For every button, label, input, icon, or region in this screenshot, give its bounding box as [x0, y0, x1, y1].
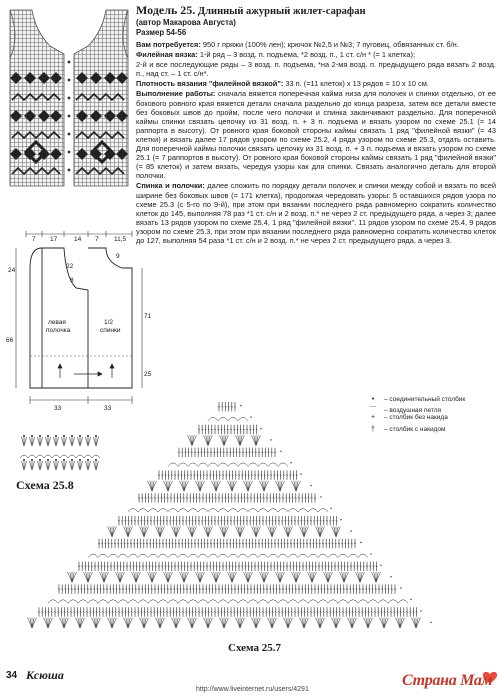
legend-row-slip-stitch: [366, 396, 465, 403]
measure-inner-3: 9: [116, 253, 120, 260]
chain-arc: [288, 554, 298, 558]
chain-arc: [138, 600, 148, 604]
chain-arc: [238, 417, 248, 421]
legend-text-slip-stitch: – соединительный столбик: [384, 396, 466, 403]
materials-label: Вам потребуется:: [136, 40, 201, 49]
chain-arc: [258, 600, 268, 604]
chain-arc: [268, 509, 278, 513]
size-line: Размер 54-56: [136, 28, 187, 37]
chain-arc: [248, 600, 258, 604]
chain-arc: [208, 554, 218, 558]
filet-text-1: 1-й ряд – 3 возд. п. подъема, *2 возд. п., 1 ст. с/н * (= 1 клетка);: [199, 50, 415, 60]
chain-arc: [228, 600, 238, 604]
chain-arc: [338, 600, 348, 604]
chain-arc: [128, 554, 138, 558]
chain-arc: [98, 600, 108, 604]
chain-arc: [308, 554, 318, 558]
measure-right-1: 71: [144, 313, 152, 320]
back-front-text: далее сложить по порядку детали полочек и спинки между собой и вязать по всей ширине без боковых швов (= 171 клетка), продолжая чередовать узоры: 5 оставшихся рядов узора по схеме 25.3 (с 5-го по 9-й), при этом при вязании последнего ряда равномерно сократить количество клеток до 145, выполняя 78 раз *1 ст. с/н и 2 возд. п.* не через 2 ст. предыдущего ряда, а через 3; далее вязать 13 рядов узором по схеме 25.4, 1 ряд "филейной вязки", 11 рядов узором по схеме 25.4, 9 рядов узором по схеме 25.3, при этом при вязании последнего ряда равномерно сократить количество клеток до 127, выполняя 54 раза *1 ст. с/н и 2 возд. п.* не через 2 ст. предыдущего ряда, а через 3.: [136, 181, 496, 245]
model-label: Модель 25.: [136, 3, 196, 17]
chain-arc: [398, 600, 408, 604]
single-crochet-icon: +: [370, 414, 376, 421]
legend-text-chain: – воздушная петля: [384, 406, 442, 414]
label-front-2: полочка: [46, 327, 71, 334]
back-panel-outline: [88, 248, 132, 388]
chain-arc: [248, 509, 258, 513]
chain-arc: [178, 509, 188, 513]
chain-arc: [278, 509, 288, 513]
chart-25-7-caption: Схема 25.7: [228, 642, 281, 654]
magazine-title: Ксюша: [26, 668, 64, 682]
chain-arc: [218, 600, 228, 604]
filet-paragraph-2: [136, 60, 496, 78]
chain-arc: [238, 554, 248, 558]
materials-paragraph: [136, 40, 496, 49]
chain-arc: [78, 600, 88, 604]
chain-arc: [198, 554, 208, 558]
measure-top-5: 11,5: [114, 236, 127, 243]
chain-arc: [328, 554, 338, 558]
chain-arc: [298, 554, 308, 558]
chain-arc: [178, 600, 188, 604]
chain-arc: [278, 463, 288, 467]
chart-25-8-caption: Схема 25.8: [16, 478, 74, 492]
chain-arc: [188, 600, 198, 604]
double-crochet-icon: †: [371, 426, 375, 433]
chain-arc: [148, 554, 158, 558]
measure-right-2: 25: [144, 371, 152, 378]
page-number: 34: [6, 670, 18, 681]
chain-arc: [88, 554, 98, 558]
density-paragraph: [136, 79, 496, 88]
chain-arc: [358, 600, 368, 604]
chain-arc: [318, 554, 328, 558]
measure-bottom-2: 33: [104, 405, 112, 412]
chain-arc: [118, 600, 128, 604]
legend-text-double-crochet: – столбик с накидом: [384, 426, 446, 433]
chain-arc: [158, 600, 168, 604]
legend-row-double-crochet: [366, 426, 445, 433]
watermark-logo: [396, 666, 500, 696]
chain-arc: [368, 600, 378, 604]
measure-inner-1: 22: [66, 263, 74, 270]
chain-arc: [198, 509, 208, 513]
legend-row-single-crochet: [366, 414, 448, 421]
chain-arc: [228, 554, 238, 558]
label-front-1: левая: [48, 319, 66, 326]
chain-arc: [288, 509, 298, 513]
execution-paragraph: [136, 89, 496, 180]
label-back-2: спинки: [100, 327, 121, 334]
chain-arc: [168, 600, 178, 604]
chain-arc: [148, 509, 158, 513]
materials-text: 950 г пряжи (100% лен); крючок №2,5 и №3; 7 пуговиц, обвязанных ст. б/н.: [202, 40, 459, 49]
chain-arc: [238, 463, 248, 467]
chain-arc: [298, 509, 308, 513]
chain-arc: [198, 463, 208, 467]
chain-arc: [68, 600, 78, 604]
chain-arc: [138, 509, 148, 513]
chain-arc: [158, 509, 168, 513]
pattern-instructions: [136, 3, 496, 245]
chain-arc: [128, 509, 138, 513]
model-heading: [136, 4, 496, 18]
chain-arc: [298, 600, 308, 604]
chain-arc: [288, 600, 298, 604]
chain-arc: [308, 509, 318, 513]
execution-text: сначала вяжется поперечная кайма низа для полочек и спинки отдельно, от ее бокового ровного края вяжется детали сначала раздельно до конца разреза, затем все детали вместе без боковых швов до пройм, после чего полочки и спинка заканчивают раздельно. Для поперечной каймы спинки связать цепочку из 31 возд. п. + 3 п. подъема и вязать узором по схеме 25.1 (= 14 раппорта в высоту). От ровного края боковой стороны каймы связать 1 ряд "филейной вязки" (= 43 клетки) и вязать далее 17 рядов узором по схеме 25.2, 4 ряда узором по схеме 25.3, отдать оставить. Для поперечной каймы полочки связать цепочку из 31 возд. п. + 3 п. подъема и вязать узором по схеме 25.1 (= 7 раппортов в высоту). От ровного края боковой стороны каймы связать 1 ряд "филейной вязки" (= 85 клеток) и затем вязать, чередуя узоры как для спинки. Связать аналогично деталь для второй полочки.: [136, 89, 496, 181]
chain-arc: [388, 600, 398, 604]
chain-arc: [48, 600, 58, 604]
chain-arc: [188, 554, 198, 558]
source-url: http://www.liveinternet.ru/users/4291: [196, 686, 309, 693]
chain-arc: [338, 554, 348, 558]
symbol-legend: [366, 396, 496, 436]
chain-arc: [258, 554, 268, 558]
chain-arc: [348, 554, 358, 558]
chain-arc: [168, 554, 178, 558]
chain-arc: [148, 600, 158, 604]
model-title: Длинный ажурный жилет-сарафан: [197, 6, 366, 17]
front-panel-outline: [42, 248, 88, 388]
chain-arc: [258, 463, 268, 467]
density-text: 33 п. (=11 клеток) х 13 рядов = 10 х 10 см.: [285, 79, 429, 89]
measure-left-2: 66: [6, 337, 14, 344]
measure-top-3: 14: [74, 236, 82, 243]
label-back-1: 1/2: [104, 319, 114, 326]
chain-arc: [168, 509, 178, 513]
watermark-text: Страна Мам: [402, 672, 493, 689]
chain-arc: [278, 600, 288, 604]
chain-arc: [88, 600, 98, 604]
slip-stitch-icon: •: [371, 396, 375, 403]
armhole-outline: [30, 248, 42, 388]
chain-arc: [278, 554, 288, 558]
chain-arc: [58, 600, 68, 604]
chain-arc: [98, 554, 108, 558]
chain-arc: [128, 600, 138, 604]
chain-arc: [108, 600, 118, 604]
chain-arc: [218, 463, 228, 467]
chain-arc: [228, 417, 238, 421]
chain-arc: [138, 554, 148, 558]
chain-arc: [198, 600, 208, 604]
chain-arc: [378, 600, 388, 604]
chain-arc: [188, 509, 198, 513]
chain-arc: [218, 509, 228, 513]
chain-arc: [218, 554, 228, 558]
chain-arc: [168, 463, 178, 467]
measure-inner-2: 8: [70, 277, 74, 284]
chain-arc: [238, 600, 248, 604]
measure-bottom-1: 33: [54, 405, 62, 412]
execution-label: Выполнение работы:: [136, 89, 216, 99]
density-label: Плотность вязания "филейной вязкой":: [136, 79, 284, 89]
chain-arc: [358, 554, 368, 558]
chain-arc: [318, 600, 328, 604]
chain-arc: [248, 463, 258, 467]
chain-arc: [208, 600, 218, 604]
chain-arc: [228, 463, 238, 467]
chain-arc: [208, 417, 218, 421]
measure-top-2: 17: [50, 236, 58, 243]
measure-top-1: 7: [32, 236, 36, 243]
legend-text-single-crochet: – столбик без накида: [384, 414, 448, 421]
chain-arc: [268, 554, 278, 558]
chain-arc: [308, 600, 318, 604]
filet-paragraph: [136, 50, 496, 59]
chain-arc: [268, 600, 278, 604]
filet-text-2: 2-й и все последующие ряды – 3 возд. п. подъема, *на 2-мя возд. п. предыдущего ряда вязать 2 возд. п., над ст. – 1 ст. с/н*.: [136, 60, 496, 79]
chain-arc: [268, 463, 278, 467]
chain-arc: [328, 600, 338, 604]
chain-arc: [178, 463, 188, 467]
measure-left-1: 24: [8, 267, 16, 274]
chain-arc: [158, 554, 168, 558]
filet-label: Филейная вязка:: [136, 50, 198, 60]
chain-arc: [348, 600, 358, 604]
back-front-label: Спинка и полочки:: [136, 181, 205, 191]
chain-arc: [258, 509, 268, 513]
measure-top-4: 7: [95, 236, 99, 243]
chain-arc: [218, 417, 228, 421]
chain-arc: [178, 554, 188, 558]
chain-arc: [188, 463, 198, 467]
chain-stitch-icon: ⌒: [369, 407, 377, 414]
chain-arc: [228, 509, 238, 513]
author-line: (автор Макарова Августа): [136, 18, 236, 27]
chain-arc: [318, 509, 328, 513]
chain-arc: [248, 554, 258, 558]
back-front-paragraph: [136, 181, 496, 245]
chain-arc: [208, 509, 218, 513]
chain-arc: [208, 463, 218, 467]
chain-arc: [108, 554, 118, 558]
vest-illustration: [6, 2, 132, 188]
chain-arc: [238, 509, 248, 513]
chain-arc: [118, 554, 128, 558]
vest-drawing: [6, 2, 132, 188]
